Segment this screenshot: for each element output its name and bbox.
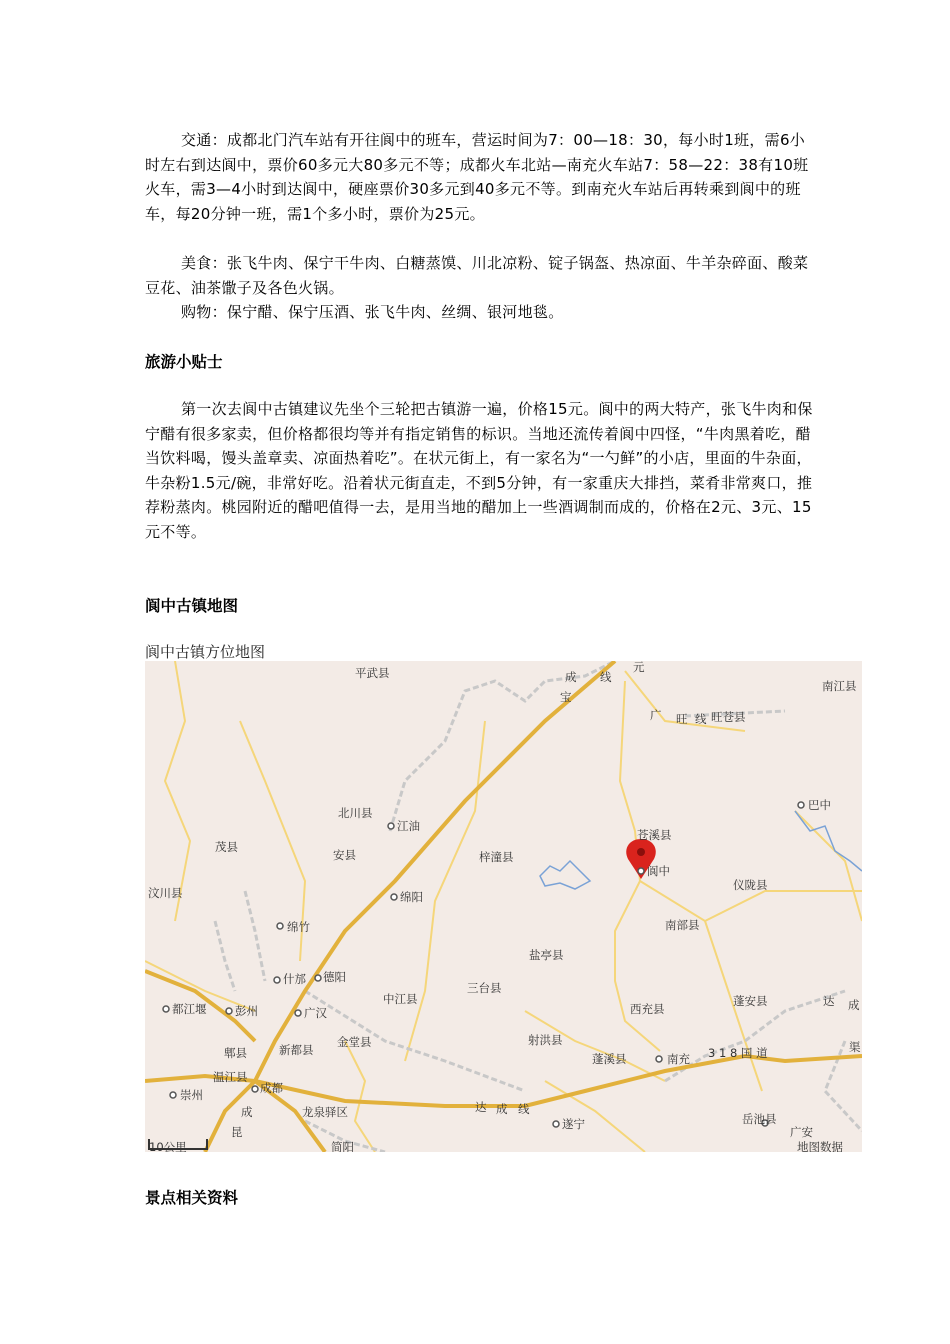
label-jiangyou: 江油 xyxy=(397,819,420,833)
label-langzhong: 阆中 xyxy=(647,864,670,878)
map-heading: 阆中古镇地图 xyxy=(145,597,239,615)
label-xindu: 新都县 xyxy=(279,1043,314,1057)
label-chengxian-xian: 线 xyxy=(600,670,612,684)
label-guangan: 广安 xyxy=(790,1125,813,1139)
label-cheng3: 成 xyxy=(241,1105,253,1119)
label-yilong: 仪陇县 xyxy=(733,878,768,892)
label-daying-road: 3 1 8 国 道 xyxy=(708,1046,768,1060)
label-wenchuan: 汶川县 xyxy=(148,886,183,900)
label-mianyang: 绵阳 xyxy=(400,890,423,904)
tips-heading: 旅游小贴士 xyxy=(145,353,223,371)
label-yuan: 元 xyxy=(633,661,645,674)
label-mapdata: 地图数据 xyxy=(797,1140,843,1152)
label-jianyang: 简阳 xyxy=(331,1140,354,1152)
label-scale: 10公里 xyxy=(149,1140,187,1152)
label-yuechi: 岳池县 xyxy=(742,1112,777,1126)
label-maoxian: 茂县 xyxy=(215,840,238,854)
label-shehong: 射洪县 xyxy=(528,1033,563,1047)
label-qu: 渠 xyxy=(849,1040,861,1054)
label-kun: 昆 xyxy=(231,1125,243,1139)
label-bazhong: 巴中 xyxy=(808,798,831,812)
label-wangcang: 旺苍县 xyxy=(711,710,746,724)
label-beichuan: 北川县 xyxy=(338,806,373,820)
label-xichong: 西充县 xyxy=(630,1002,665,1016)
label-pingwu: 平武县 xyxy=(355,666,390,680)
map-background xyxy=(145,661,862,1152)
label-dujiangyan: 都江堰 xyxy=(172,1002,207,1016)
label-santai: 三台县 xyxy=(467,981,502,995)
label-zitong: 梓潼县 xyxy=(479,850,514,864)
label-pengxi: 蓬溪县 xyxy=(592,1052,627,1066)
label-wenjiang: 温江县 xyxy=(213,1070,248,1084)
label-da: 达 xyxy=(823,994,835,1008)
label-chengxian-cheng: 成 xyxy=(565,670,577,684)
tips-paragraph: 第一次去阆中古镇建议先坐个三轮把古镇游一遍，价格15元。阆中的两大特产，张飞牛肉和保宁醋有很多家卖，但价格都很均等并有指定销售的标识。当地还流传着阆中四怪，“牛肉黑着吃，醋当饮料喝，馒头盖章卖、凉面热着吃”。在状元街上，有一家名为“一勺鲜”的小店，里面的牛杂面，牛杂粉1.5元/碗，非常好吃。沿着状元街直走，不到5分钟，有一家重庆大排挡，菜肴非常爽口，推荐粉蒸肉。桃园附近的醋吧值得一去，是用当地的醋加上一些酒调制而成的，价格在2元、3元、15元不等。 xyxy=(145,400,813,541)
shopping-paragraph: 购物：保宁醋、保宁压酒、张飞牛肉、丝绸、银河地毯。 xyxy=(181,303,564,321)
transport-paragraph: 交通：成都北门汽车站有开往阆中的班车，营运时间为7：00—18：30，每小时1班，需6小时左右到达阆中，票价60多元大80多元不等；成都火车北站—南充火车站7：58—22：38有10班火车，需3—4小时到达阆中，硬座票价30多元到40多元不等。到南充火车站后再转乘到阆中的班车，每20分钟一班，需1个多小时，票价为25元。 xyxy=(145,131,809,223)
label-mianzhu: 绵竹 xyxy=(287,920,310,934)
label-nanjiang: 南江县 xyxy=(822,679,857,693)
label-cangxi: 苍溪县 xyxy=(637,828,672,842)
label-guanghan: 广汉 xyxy=(304,1006,327,1020)
label-cheng2: 成 xyxy=(848,998,860,1012)
label-shifang: 什邡 xyxy=(283,972,306,986)
label-xian2: 线 xyxy=(695,712,707,726)
label-deyang: 德阳 xyxy=(323,970,346,984)
location-map[interactable] xyxy=(145,661,862,1152)
label-chengda-xian: 线 xyxy=(518,1102,530,1116)
label-guang: 广 xyxy=(650,708,662,722)
map-caption: 阆中古镇方位地图 xyxy=(145,643,266,661)
label-bao: 宝 xyxy=(560,690,572,704)
label-pengan: 蓬安县 xyxy=(733,994,768,1008)
label-longquanyi: 龙泉驿区 xyxy=(302,1105,348,1119)
food-paragraph: 美食：张飞牛肉、保宁干牛肉、白糖蒸馍、川北凉粉、锭子锅盔、热凉面、牛羊杂碎面、酸菜豆花、油茶馓子及各色火锅。 xyxy=(145,254,809,297)
label-da2: 达 xyxy=(475,1100,487,1114)
label-nanchong: 南充 xyxy=(667,1052,690,1066)
label-anxian: 安县 xyxy=(333,848,356,862)
label-pixian: 郫县 xyxy=(224,1046,247,1060)
label-chongzhou: 崇州 xyxy=(180,1088,203,1102)
label-nanbu: 南部县 xyxy=(665,918,700,932)
label-jintang: 金堂县 xyxy=(337,1035,372,1049)
label-chengdu: 成都 xyxy=(260,1081,283,1095)
label-wang: 旺 xyxy=(676,712,688,726)
label-zhongjiang: 中江县 xyxy=(383,992,418,1006)
label-chengda-cheng: 成 xyxy=(496,1102,508,1116)
label-pengzhou: 彭州 xyxy=(235,1004,258,1018)
related-heading: 景点相关资料 xyxy=(145,1189,239,1207)
label-suining: 遂宁 xyxy=(562,1117,585,1131)
label-yanting: 盐亭县 xyxy=(529,948,564,962)
